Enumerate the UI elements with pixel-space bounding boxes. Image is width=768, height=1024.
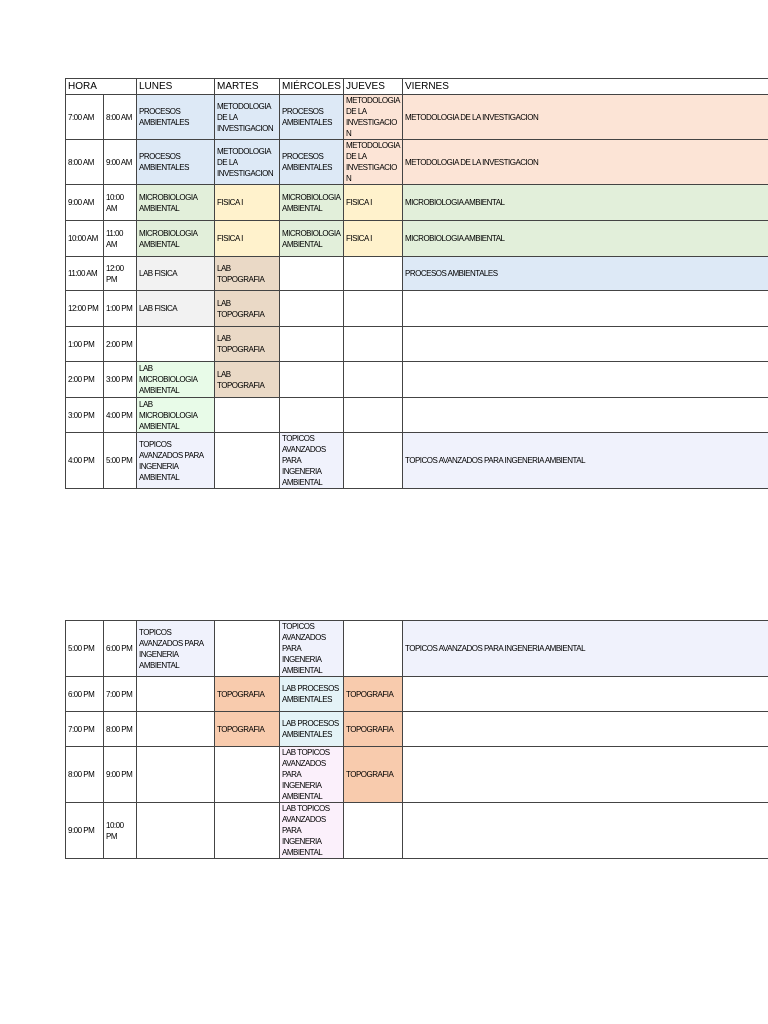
class-cell-miercoles: LAB PROCESOS AMBIENTALES: [280, 712, 344, 747]
class-cell-lunes: MICROBIOLOGIA AMBIENTAL: [137, 221, 215, 257]
class-cell-lunes: PROCESOS AMBIENTALES: [137, 95, 215, 140]
class-cell-miercoles: [280, 257, 344, 291]
class-cell-viernes: TOPICOS AVANZADOS PARA INGENERIA AMBIENTAL: [403, 621, 768, 677]
time-start-cell: 7:00 AM: [66, 95, 104, 140]
schedule-row: [66, 433, 768, 489]
schedule-row: [66, 677, 768, 712]
class-cell-lunes: PROCESOS AMBIENTALES: [137, 140, 215, 185]
time-end-cell: 10:00 AM: [104, 185, 137, 221]
class-cell-martes: TOPOGRAFIA: [215, 677, 280, 712]
header-jueves: JUEVES: [344, 79, 403, 95]
class-cell-viernes: PROCESOS AMBIENTALES: [403, 257, 768, 291]
class-cell-jueves: [344, 327, 403, 362]
class-cell-jueves: [344, 362, 403, 398]
class-cell-jueves: TOPOGRAFIA: [344, 712, 403, 747]
time-end-cell: 3:00 PM: [104, 362, 137, 398]
schedule-row: [66, 95, 768, 140]
time-end-cell: 6:00 PM: [104, 621, 137, 677]
class-cell-lunes: MICROBIOLOGIA AMBIENTAL: [137, 185, 215, 221]
time-end-cell: 8:00 PM: [104, 712, 137, 747]
time-start-cell: 9:00 AM: [66, 185, 104, 221]
class-cell-miercoles: LAB PROCESOS AMBIENTALES: [280, 677, 344, 712]
time-end-cell: 11:00 AM: [104, 221, 137, 257]
time-start-cell: 1:00 PM: [66, 327, 104, 362]
time-start-cell: 4:00 PM: [66, 433, 104, 489]
time-start-cell: 2:00 PM: [66, 362, 104, 398]
class-cell-jueves: FISICA I: [344, 221, 403, 257]
time-start-cell: 5:00 PM: [66, 621, 104, 677]
time-end-cell: 8:00 AM: [104, 95, 137, 140]
class-cell-viernes: METODOLOGIA DE LA INVESTIGACION: [403, 95, 768, 140]
time-start-cell: 6:00 PM: [66, 677, 104, 712]
class-cell-viernes: METODOLOGIA DE LA INVESTIGACION: [403, 140, 768, 185]
class-cell-jueves: [344, 291, 403, 327]
time-start-cell: 7:00 PM: [66, 712, 104, 747]
class-cell-lunes: [137, 747, 215, 803]
class-cell-martes: [215, 433, 280, 489]
class-cell-martes: [215, 621, 280, 677]
schedule-row: [66, 621, 768, 677]
class-cell-lunes: TOPICOS AVANZADOS PARA INGENERIA AMBIENTAL: [137, 621, 215, 677]
class-cell-lunes: LAB MICROBIOLOGIA AMBIENTAL: [137, 398, 215, 433]
class-cell-jueves: [344, 803, 403, 859]
class-cell-jueves: [344, 433, 403, 489]
time-end-cell: 5:00 PM: [104, 433, 137, 489]
class-cell-lunes: LAB FISICA: [137, 291, 215, 327]
class-cell-miercoles: [280, 398, 344, 433]
class-cell-martes: LAB TOPOGRAFIA: [215, 362, 280, 398]
schedule-table-bottom: [65, 620, 768, 859]
class-cell-miercoles: TOPICOS AVANZADOS PARA INGENERIA AMBIENTAL: [280, 621, 344, 677]
class-cell-jueves: [344, 621, 403, 677]
class-cell-miercoles: LAB TOPICOS AVANZADOS PARA INGENERIA AMBIENTAL: [280, 747, 344, 803]
time-start-cell: 10:00 AM: [66, 221, 104, 257]
time-start-cell: 8:00 AM: [66, 140, 104, 185]
class-cell-viernes: [403, 712, 768, 747]
time-end-cell: 7:00 PM: [104, 677, 137, 712]
header-hora: HORA: [66, 79, 137, 95]
class-cell-lunes: LAB FISICA: [137, 257, 215, 291]
class-cell-viernes: [403, 362, 768, 398]
time-start-cell: 3:00 PM: [66, 398, 104, 433]
schedule-row: [66, 398, 768, 433]
class-cell-lunes: TOPICOS AVANZADOS PARA INGENERIA AMBIENTAL: [137, 433, 215, 489]
class-cell-viernes: [403, 398, 768, 433]
class-cell-miercoles: MICROBIOLOGIA AMBIENTAL: [280, 185, 344, 221]
class-cell-miercoles: [280, 291, 344, 327]
time-start-cell: 11:00 AM: [66, 257, 104, 291]
class-cell-martes: TOPOGRAFIA: [215, 712, 280, 747]
class-cell-lunes: LAB MICROBIOLOGIA AMBIENTAL: [137, 362, 215, 398]
header-lunes: LUNES: [137, 79, 215, 95]
class-cell-martes: LAB TOPOGRAFIA: [215, 291, 280, 327]
schedule-row: [66, 291, 768, 327]
class-cell-martes: [215, 803, 280, 859]
class-cell-jueves: TOPOGRAFIA: [344, 677, 403, 712]
header-martes: MARTES: [215, 79, 280, 95]
class-cell-viernes: [403, 291, 768, 327]
time-start-cell: 8:00 PM: [66, 747, 104, 803]
class-cell-lunes: [137, 803, 215, 859]
time-end-cell: 9:00 PM: [104, 747, 137, 803]
class-cell-viernes: [403, 803, 768, 859]
class-cell-jueves: [344, 257, 403, 291]
schedule-row: [66, 221, 768, 257]
class-cell-viernes: [403, 327, 768, 362]
schedule-row: [66, 327, 768, 362]
time-end-cell: 1:00 PM: [104, 291, 137, 327]
schedule-table-top: [65, 78, 768, 489]
class-cell-martes: METODOLOGIA DE LA INVESTIGACION: [215, 140, 280, 185]
class-cell-miercoles: MICROBIOLOGIA AMBIENTAL: [280, 221, 344, 257]
schedule-row: [66, 140, 768, 185]
class-cell-martes: LAB TOPOGRAFIA: [215, 327, 280, 362]
class-cell-jueves: METODOLOGIA DE LA INVESTIGACION: [344, 140, 403, 185]
class-cell-martes: METODOLOGIA DE LA INVESTIGACION: [215, 95, 280, 140]
class-cell-lunes: [137, 712, 215, 747]
class-cell-martes: FISICA I: [215, 221, 280, 257]
header-miercoles: MIÉRCOLES: [280, 79, 344, 95]
time-start-cell: 9:00 PM: [66, 803, 104, 859]
time-end-cell: 4:00 PM: [104, 398, 137, 433]
class-cell-miercoles: [280, 327, 344, 362]
class-cell-miercoles: TOPICOS AVANZADOS PARA INGENERIA AMBIENTAL: [280, 433, 344, 489]
class-cell-martes: LAB TOPOGRAFIA: [215, 257, 280, 291]
schedule-row: [66, 362, 768, 398]
class-cell-jueves: METODOLOGIA DE LA INVESTIGACION: [344, 95, 403, 140]
class-cell-viernes: MICROBIOLOGIA AMBIENTAL: [403, 185, 768, 221]
class-cell-jueves: TOPOGRAFIA: [344, 747, 403, 803]
header-viernes: VIERNES: [403, 79, 768, 95]
class-cell-miercoles: PROCESOS AMBIENTALES: [280, 140, 344, 185]
class-cell-jueves: [344, 398, 403, 433]
header-row: [66, 79, 768, 95]
class-cell-martes: [215, 398, 280, 433]
class-cell-viernes: [403, 677, 768, 712]
class-cell-martes: [215, 747, 280, 803]
class-cell-miercoles: LAB TOPICOS AVANZADOS PARA INGENERIA AMBIENTAL: [280, 803, 344, 859]
time-end-cell: 12:00 PM: [104, 257, 137, 291]
schedule-row: [66, 747, 768, 803]
schedule-row: [66, 185, 768, 221]
class-cell-miercoles: PROCESOS AMBIENTALES: [280, 95, 344, 140]
schedule-row: [66, 803, 768, 859]
class-cell-lunes: [137, 327, 215, 362]
time-end-cell: 9:00 AM: [104, 140, 137, 185]
class-cell-viernes: [403, 747, 768, 803]
time-end-cell: 10:00 PM: [104, 803, 137, 859]
time-start-cell: 12:00 PM: [66, 291, 104, 327]
class-cell-viernes: MICROBIOLOGIA AMBIENTAL: [403, 221, 768, 257]
class-cell-lunes: [137, 677, 215, 712]
schedule-row: [66, 257, 768, 291]
schedule-row: [66, 712, 768, 747]
class-cell-jueves: FISICA I: [344, 185, 403, 221]
class-cell-miercoles: [280, 362, 344, 398]
time-end-cell: 2:00 PM: [104, 327, 137, 362]
class-cell-viernes: TOPICOS AVANZADOS PARA INGENERIA AMBIENTAL: [403, 433, 768, 489]
class-cell-martes: FISICA I: [215, 185, 280, 221]
